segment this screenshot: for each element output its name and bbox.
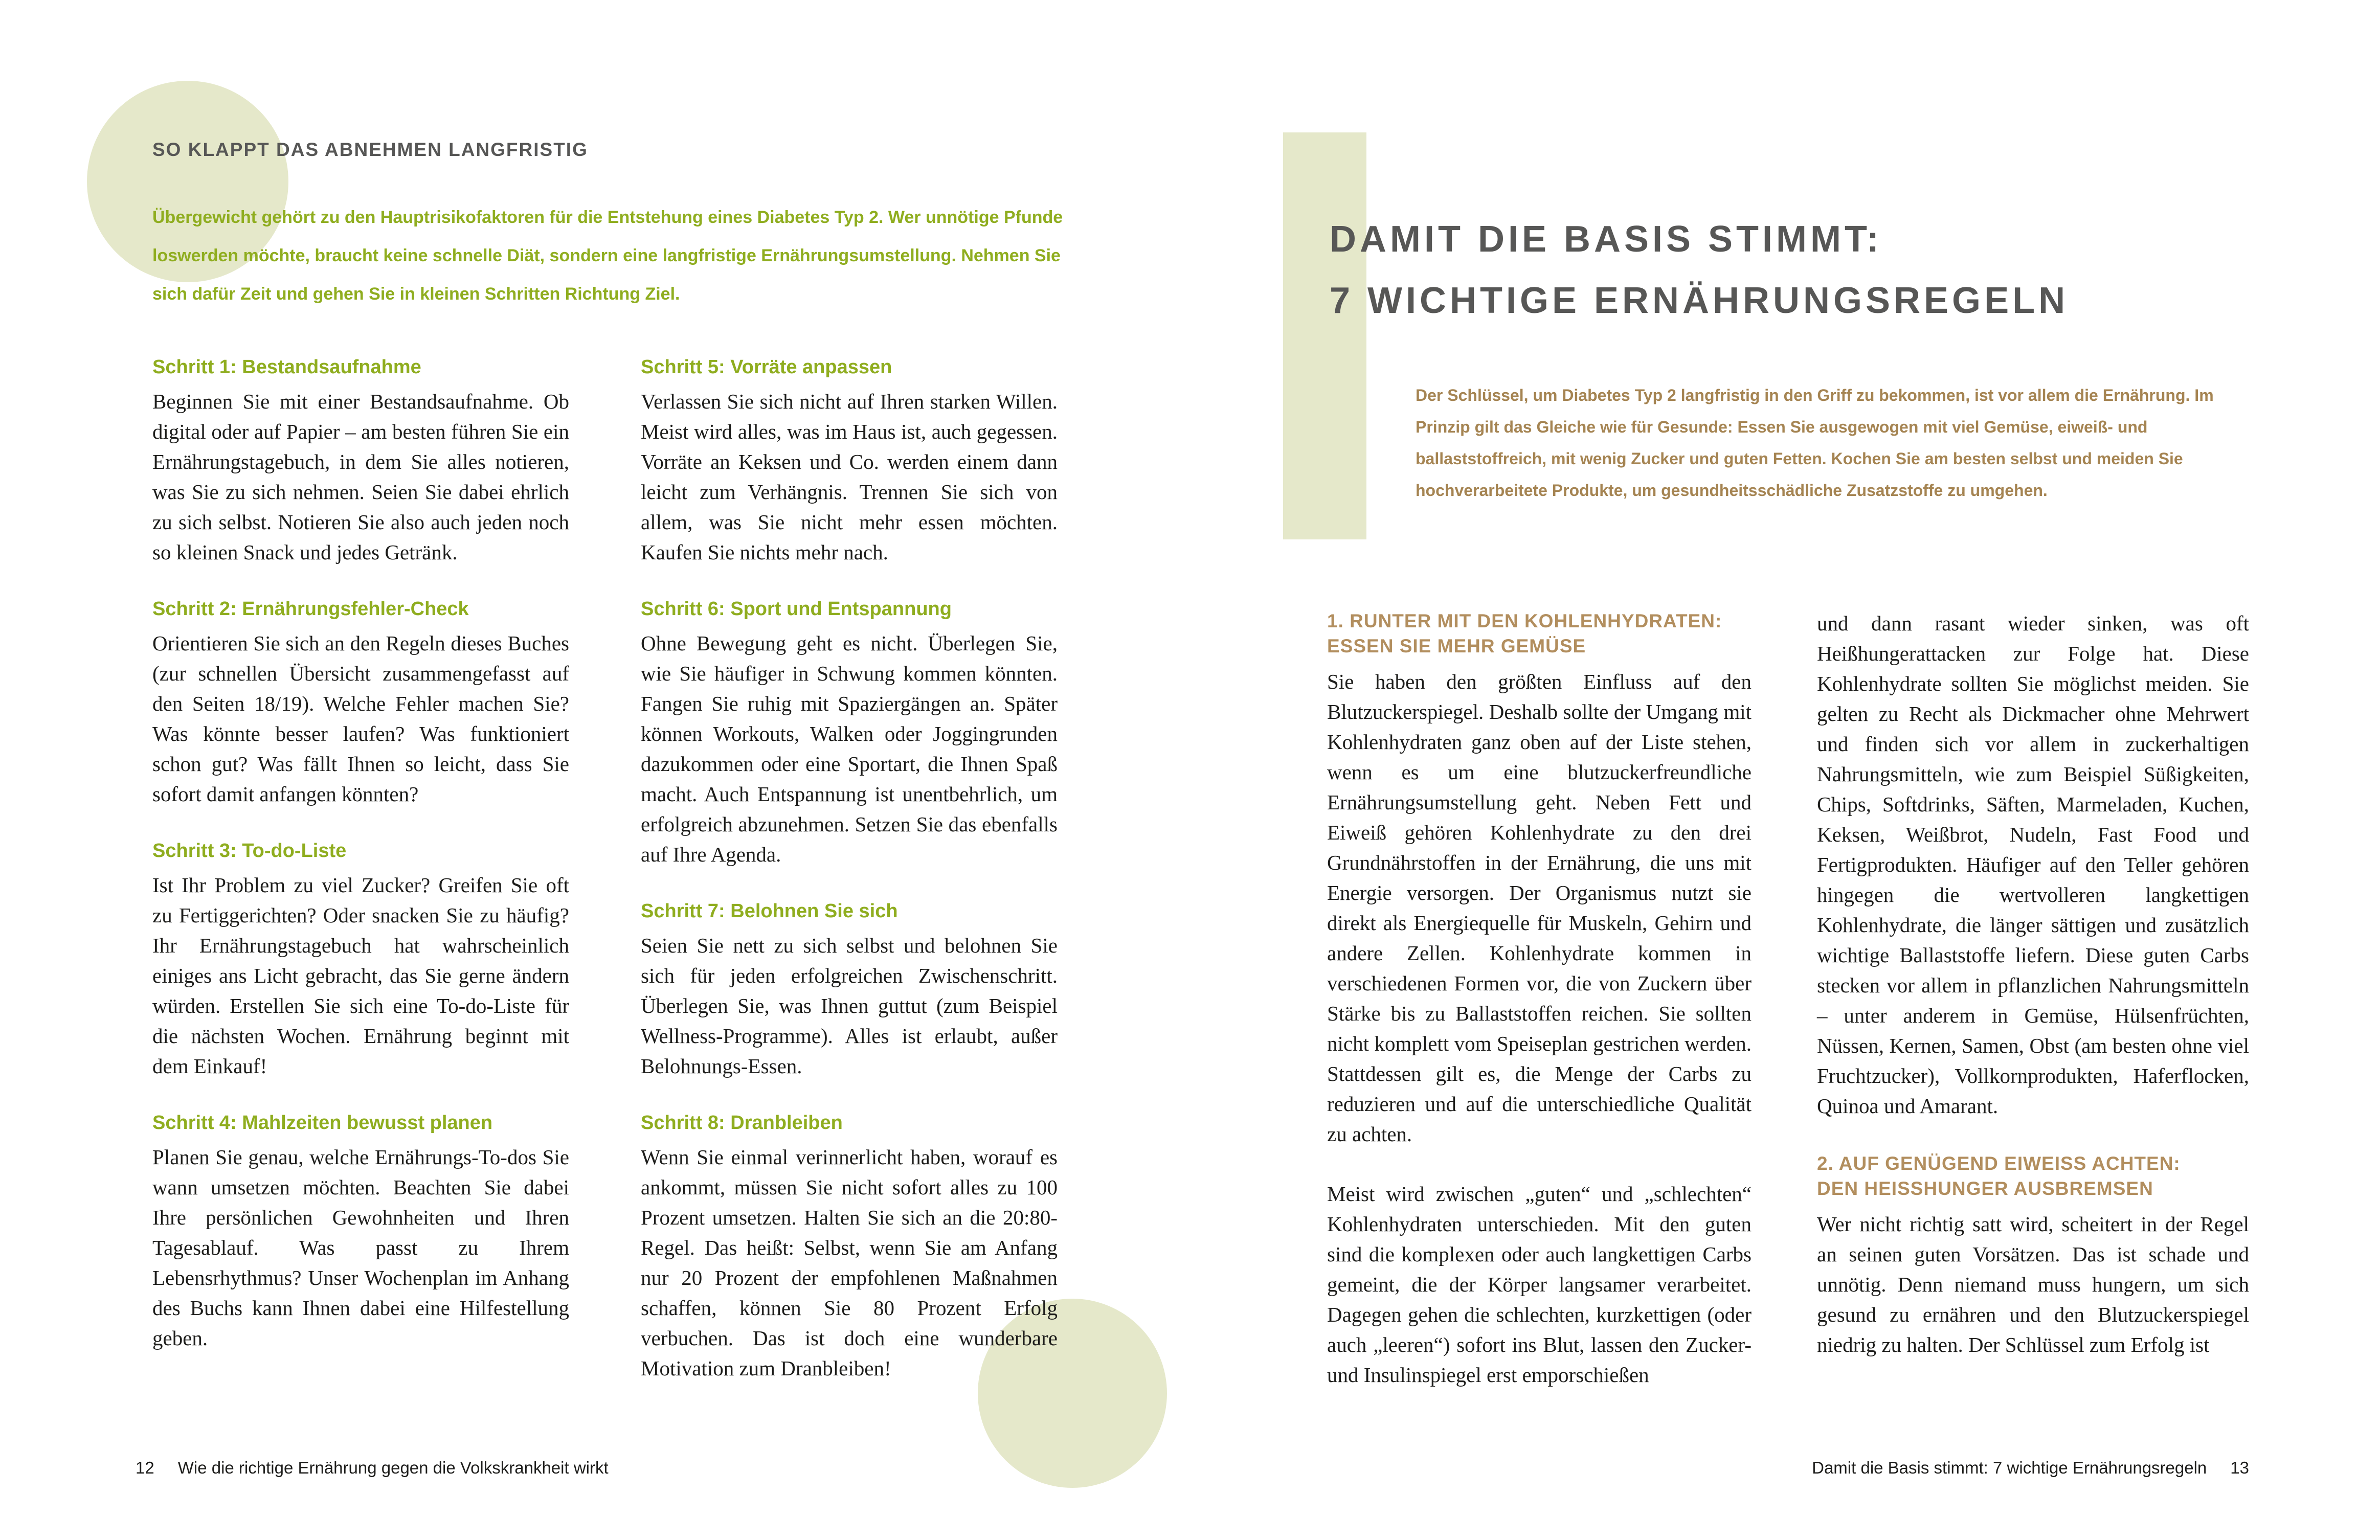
step-body: Verlassen Sie sich nicht auf Ihren starken Willen. Meist wird alles, was im Haus ist, auch gegessen. Vorräte an Keksen und Co. werden einem dann leicht zum Verhängnis. Trennen Sie sich von allem, was Sie nicht mehr essen möchten. Kaufen Sie nichts mehr nach. [641, 390, 1058, 564]
step-heading: Schritt 6: Sport und Entspannung [641, 598, 952, 620]
step-body: Ohne Bewegung geht es nicht. Überlegen Sie, wie Sie häufiger in Schwung kommen könnten. Fangen Sie ruhig mit Spaziergängen an. Später können Workouts, Walken oder Joggingrunden dazukommen oder eine Sportart, die Ihnen Spaß macht. Auch Entspannung ist unentbehrlich, um erfolgreich abzunehmen. Setzen Sie das ebenfalls auf Ihre Agenda. [641, 631, 1058, 866]
step-heading: Schritt 4: Mahlzeiten bewusst planen [152, 1112, 493, 1134]
section-1-heading-line-1: 1. RUNTER MIT DEN KOHLENHYDRATEN: [1327, 610, 1722, 631]
right-page-title-line-1: DAMIT DIE BASIS STIMMT: [1330, 219, 1882, 260]
right-page-title-line-2: 7 WICHTIGE ERNÄHRUNGSREGELN [1330, 280, 2069, 321]
left-page-number: 12 [136, 1458, 154, 1477]
step-heading: Schritt 5: Vorräte anpassen [641, 356, 892, 378]
section-1-paragraph: Sie haben den größten Einfluss auf den Blutzuckerspiegel. Deshalb sollte der Umgang mit Kohlenhydraten ganz oben auf der Liste stehen, wenn es um eine blutzuckerfreundliche Ernährungsumstellung geht. Neben Fett und Eiweiß gehören Kohlenhydrate zu den drei Grundnährstoffen in der Ernährung, die uns mit Energie versorgen. Der Organismus nutzt sie direkt als Energiequelle für Muskeln, Gehirn und andere Zellen. Kohlenhydrate kommen in verschiedenen Formen vor, die von Zuckern über Stärke bis zu Ballaststoffen reichen. Sie sollten nicht komplett vom Speiseplan gestrichen werden. Stattdessen gilt es, die Menge der Carbs zu reduzieren und auf die unterschiedliche Qualität zu achten. [1327, 670, 1752, 1146]
step-1 [152, 355, 569, 568]
step-2 [152, 597, 569, 809]
step-body: Orientieren Sie sich an den Regeln dieses Buches (zur schnellen Übersicht zusammengefasst auf den Seiten 18/19). Welche Fehler machen Sie? Was könnte besser laufen? Was funktioniert schon gut? Was fällt Ihnen so leicht, dass Sie sofort damit anfangen könnten? [152, 631, 569, 806]
left-page-intro: Übergewicht gehört zu den Hauptrisikofaktoren für die Entstehung eines Diabetes Typ 2. Wer unnötige Pfunde loswerden möchte, braucht keine schnelle Diät, sondern eine langfristige Ernährungsumstellung. Nehmen Sie sich dafür Zeit und gehen Sie in kleinen Schritten Richtung Ziel. [152, 208, 1063, 304]
step-7 [641, 899, 1058, 1081]
left-footer-text: Wie die richtige Ernährung gegen die Volkskrankheit wirkt [177, 1458, 609, 1477]
section-1-paragraph: Meist wird zwischen „guten“ und „schlechten“ Kohlenhydraten unterschieden. Mit den guten sind die komplexen oder auch langkettigen Carbs gemeint, die der Körper langsamer verarbeitet. Dagegen gehen die schlechten, kurzkettigen (oder auch „leeren“) sofort ins Blut, lassen den Zucker- und Insulinspiegel erst emporschießen [1327, 1182, 1752, 1387]
step-6 [641, 597, 1058, 870]
left-page-kicker: SO KLAPPT DAS ABNEHMEN LANGFRISTIG [152, 139, 588, 160]
section-1-heading [1327, 608, 1752, 659]
step-body: Planen Sie genau, welche Ernährungs-To-dos Sie wann umsetzen möchten. Beachten Sie dabei Ihre persönlichen Gewohnheiten und Ihren Tagesablauf. Was passt zu Ihrem Lebensrhythmus? Unser Wochenplan im Anhang des Buchs kann Ihnen dabei eine Hilfestellung geben. [152, 1145, 569, 1350]
section-1-heading-line-2: ESSEN SIE MEHR GEMÜSE [1327, 636, 1586, 656]
step-body: Wenn Sie einmal verinnerlicht haben, worauf es ankommt, müssen Sie nicht sofort alles zu 100 Prozent umsetzen. Halten Sie sich an die 20:80-Regel. Das heißt: Selbst, wenn Sie am Anfang nur 20 Prozent der empfohlenen Maßnahmen schaffen, können Sie 80 Prozent Erfolg verbuchen. Das ist doch eine wunderbare Motivation zum Dranbleiben! [641, 1145, 1058, 1380]
section-2-heading-line-2: DEN HEISSHUNGER AUSBREMSEN [1817, 1178, 2153, 1199]
right-page-title [1330, 209, 2069, 331]
step-body: Seien Sie nett zu sich selbst und belohnen Sie sich für jeden erfolgreichen Zwischenschritt. Überlegen Sie, was Ihnen guttut (zum Beispiel Wellness-Programme). Alles ist erlaubt, außer Belohnungs-Essen. [641, 934, 1058, 1078]
section-1-paragraph-continuation: und dann rasant wieder sinken, was oft Heißhungerattacken zur Folge hat. Diese Kohlenhydrate sollten Sie möglichst meiden. Sie gelten zu Recht als Dickmacher ohne Mehrwert und finden sich vor allem in zuckerhaltigen Nahrungsmitteln, wie zum Beispiel Süßigkeiten, Chips, Softdrinks, Säften, Marmeladen, Kuchen, Keksen, Weißbrot, Nudeln, Fast Food und Fertigprodukten. Häufiger auf den Teller gehören hingegen die wertvolleren langkettigen Kohlenhydrate, die länger sättigen und zusätzlich wichtige Ballaststoffe liefern. Diese guten Carbs stecken vor allem in pflanzlichen Nahrungsmitteln – unter anderem in Gemüse, Hülsenfrüchten, Nüssen, Kernen, Samen, Obst (am besten ohne viel Fruchtzucker), Vollkornprodukten, Haferflocken, Quinoa und Amarant. [1817, 612, 2249, 1118]
step-3 [152, 839, 569, 1081]
right-page-footer [1812, 1458, 2249, 1478]
step-heading: Schritt 8: Dranbleiben [641, 1112, 843, 1134]
step-body: Ist Ihr Problem zu viel Zucker? Greifen Sie oft zu Fertiggerichten? Oder snacken Sie zu häufig? Ihr Ernährungstagebuch hat wahrscheinlich einiges ans Licht gebracht, das Sie gerne ändern würden. Erstellen Sie sich eine To-do-Liste für die nächsten Wochen. Ernährung beginnt mit dem Einkauf! [152, 873, 569, 1078]
right-page-column-1 [1327, 608, 1752, 1390]
right-page-number: 13 [2230, 1458, 2249, 1477]
section-2-paragraph: Wer nicht richtig satt wird, scheitert in der Regel an seinen guten Vorsätzen. Das ist schade und unnötig. Denn niemand muss hungern, um sich gesund zu ernähren und den Blutzuckerspiegel niedrig zu halten. Der Schlüssel zum Erfolg ist [1817, 1212, 2249, 1356]
section-2-heading-line-1: 2. AUF GENÜGEND EIWEISS ACHTEN: [1817, 1153, 2181, 1174]
right-page-column-2 [1817, 608, 2249, 1360]
step-heading: Schritt 1: Bestandsaufnahme [152, 356, 421, 378]
left-page-footer [136, 1458, 609, 1478]
step-body: Beginnen Sie mit einer Bestandsaufnahme. Ob digital oder auf Papier – am besten führen Sie ein Ernährungstagebuch, in dem Sie alles notieren, was Sie zu sich nehmen. Seien Sie dabei ehrlich zu sich selbst. Notieren Sie also auch jeden noch so kleinen Snack und jedes Getränk. [152, 390, 569, 564]
step-heading: Schritt 7: Belohnen Sie sich [641, 900, 898, 922]
left-page-column-1 [152, 355, 569, 1383]
left-page-column-2 [641, 355, 1058, 1413]
section-2-heading [1817, 1151, 2249, 1201]
step-heading: Schritt 3: To-do-Liste [152, 840, 347, 862]
step-5 [641, 355, 1058, 568]
step-heading: Schritt 2: Ernährungsfehler-Check [152, 598, 469, 620]
right-footer-text: Damit die Basis stimmt: 7 wichtige Ernährungsregeln [1812, 1458, 2207, 1477]
title-accent-bar [1283, 132, 1366, 539]
step-4 [152, 1111, 569, 1353]
step-8 [641, 1111, 1058, 1384]
right-page-intro: Der Schlüssel, um Diabetes Typ 2 langfristig in den Griff zu bekommen, ist vor allem die Ernährung. Im Prinzip gilt das Gleiche wie für Gesunde: Essen Sie ausgewogen mit viel Gemüse, eiweiß- und ballaststoffreich, mit wenig Zucker und guten Fetten. Kochen Sie am besten selbst und meiden Sie hochverarbeitete Produkte, um gesundheitsschädliche Zusatzstoffe zu umgehen. [1416, 386, 2214, 500]
